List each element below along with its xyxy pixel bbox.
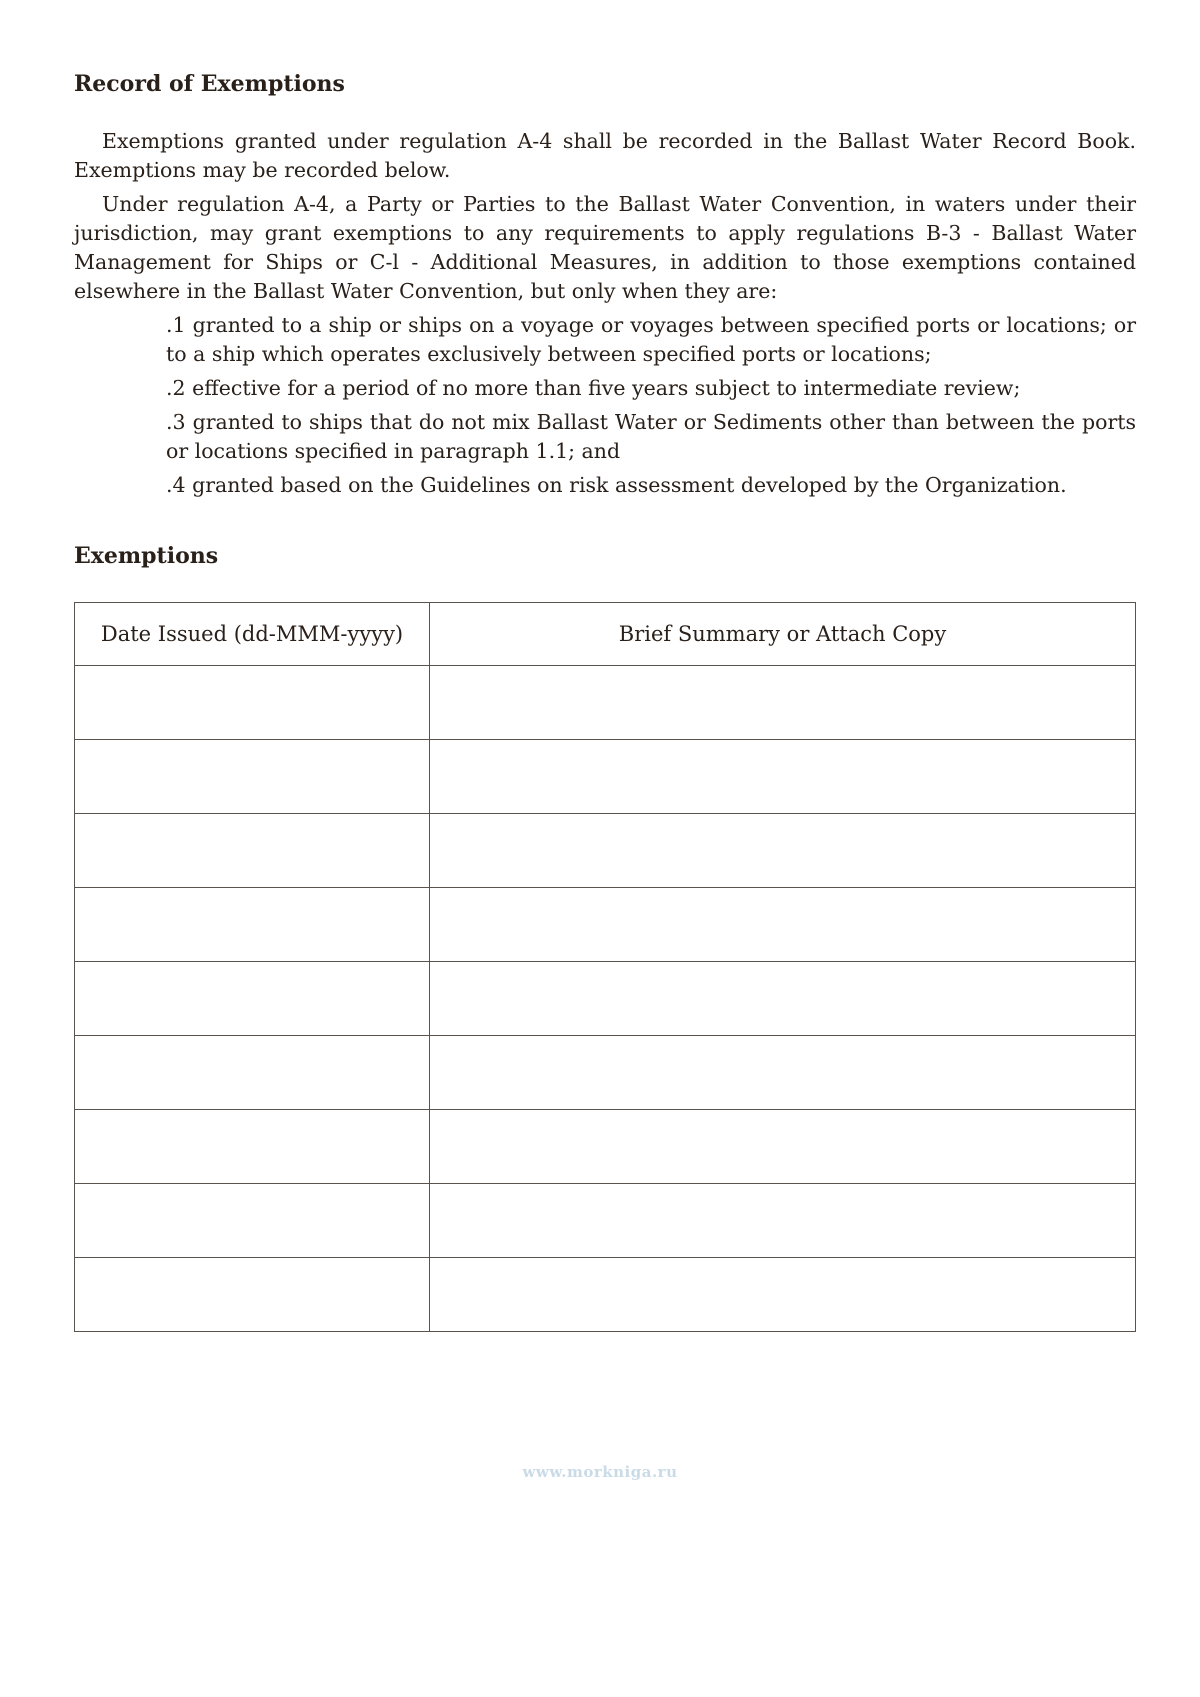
condition-item: .3 granted to ships that do not mix Ballast Water or Sediments other than between the ports or locations specified in paragraph 1.1; and xyxy=(166,410,1136,463)
condition-item: .1 granted to a ship or ships on a voyage or voyages between specified ports or locations; or to a ship which operates exclusively between specified ports or locations; xyxy=(166,313,1136,366)
summary-cell[interactable] xyxy=(430,1110,1136,1184)
date-issued-cell[interactable] xyxy=(75,1110,430,1184)
table-row xyxy=(75,888,1136,962)
header-date-issued: Date Issued (dd-MMM-yyyy) xyxy=(75,603,430,666)
table-row xyxy=(75,1036,1136,1110)
date-issued-cell[interactable] xyxy=(75,814,430,888)
summary-cell[interactable] xyxy=(430,962,1136,1036)
table-body xyxy=(75,666,1136,1332)
table-row xyxy=(75,962,1136,1036)
table-row xyxy=(75,1184,1136,1258)
date-issued-cell[interactable] xyxy=(75,1258,430,1332)
summary-cell[interactable] xyxy=(430,1258,1136,1332)
date-issued-cell[interactable] xyxy=(75,666,430,740)
body-text xyxy=(74,127,1136,505)
summary-cell[interactable] xyxy=(430,814,1136,888)
summary-cell[interactable] xyxy=(430,666,1136,740)
page-title: Record of Exemptions xyxy=(74,71,345,97)
date-issued-cell[interactable] xyxy=(75,740,430,814)
condition-item: .2 effective for a period of no more than five years subject to intermediate review; xyxy=(166,376,1021,400)
table-row xyxy=(75,814,1136,888)
table-row xyxy=(75,740,1136,814)
summary-cell[interactable] xyxy=(430,1184,1136,1258)
header-brief-summary: Brief Summary or Attach Copy xyxy=(430,603,1136,666)
exemptions-heading: Exemptions xyxy=(74,543,219,569)
date-issued-cell[interactable] xyxy=(75,962,430,1036)
exemptions-table xyxy=(74,602,1136,1332)
table-row xyxy=(75,1110,1136,1184)
summary-cell[interactable] xyxy=(430,740,1136,814)
condition-item: .4 granted based on the Guidelines on risk assessment developed by the Organization. xyxy=(166,473,1067,497)
watermark: www.morkniga.ru xyxy=(522,1463,678,1481)
summary-cell[interactable] xyxy=(430,888,1136,962)
date-issued-cell[interactable] xyxy=(75,1036,430,1110)
summary-cell[interactable] xyxy=(430,1036,1136,1110)
table-header-row xyxy=(75,603,1136,666)
date-issued-cell[interactable] xyxy=(75,888,430,962)
table-row xyxy=(75,666,1136,740)
table-row xyxy=(75,1258,1136,1332)
regulation-paragraph: Under regulation A-4, a Party or Parties to the Ballast Water Convention, in waters under their jurisdiction, may grant exemptions to any requirements to apply regulations B-3 - Ballast Water Management for Ships or C-l - Additional Measures, in addition to those exemptions contained elsewhere in the Ballast Water Convention, but only when they are: xyxy=(74,192,1136,303)
date-issued-cell[interactable] xyxy=(75,1184,430,1258)
intro-paragraph: Exemptions granted under regulation A-4 shall be recorded in the Ballast Water Record Book. Exemptions may be recorded below. xyxy=(74,129,1136,182)
